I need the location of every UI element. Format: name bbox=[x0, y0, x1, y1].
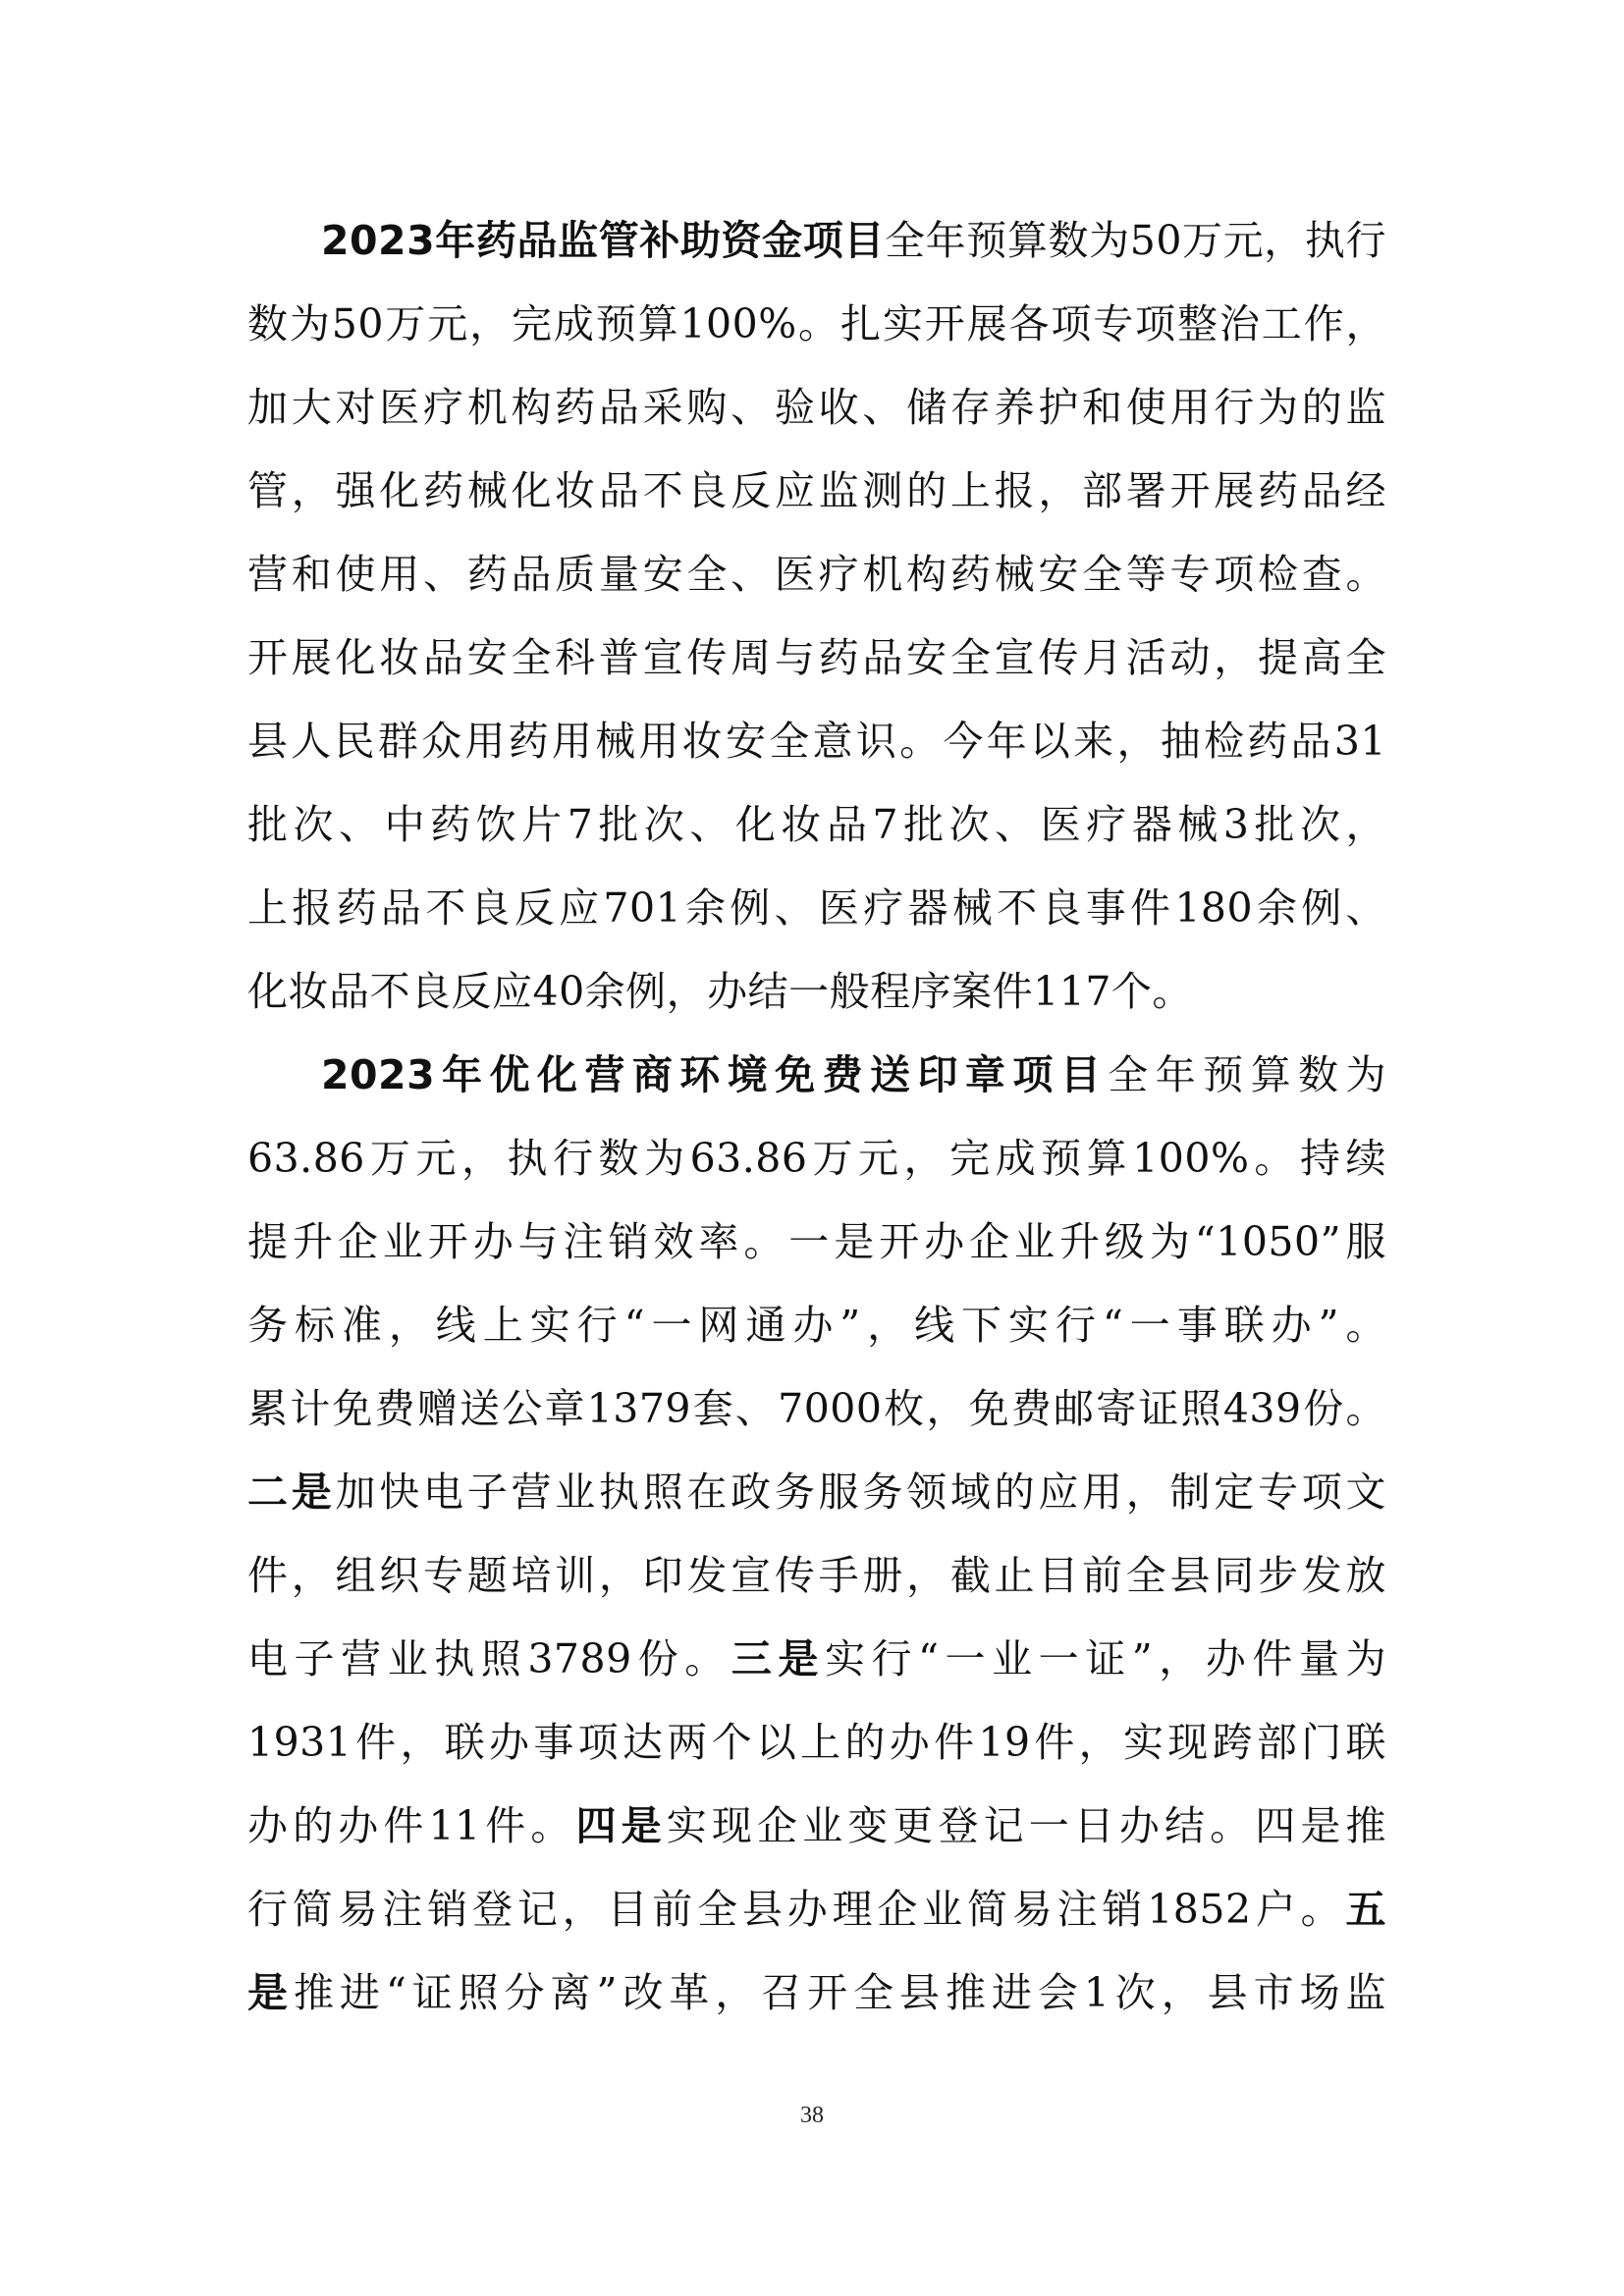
text-line: 电子营业执照3789份。三是实行“一业一证”，办件量为 bbox=[247, 1635, 1386, 1682]
text-line: 2023年优化营商环境免费送印章项目全年预算数为 bbox=[321, 1051, 1386, 1098]
text-line: 化妆品不良反应40余例，办结一般程序案件117个。 bbox=[247, 968, 1193, 1015]
point-marker: 四是 bbox=[575, 1802, 667, 1849]
text-line: 1931件，联办事项达两个以上的办件19件，实现跨部门联 bbox=[247, 1719, 1386, 1766]
text-line: 开展化妆品安全科普宣传周与药品安全宣传月活动，提高全 bbox=[247, 634, 1386, 681]
text-line: 2023年药品监管补助资金项目全年预算数为50万元，执行 bbox=[321, 217, 1386, 264]
text-line: 数为50万元，完成预算100%。扎实开展各项专项整治工作， bbox=[247, 300, 1386, 347]
text-line: 加大对医疗机构药品采购、验收、储存养护和使用行为的监 bbox=[247, 384, 1386, 431]
text-line: 行简易注销登记，目前全县办理企业简易注销1852户。五 bbox=[247, 1886, 1386, 1933]
text-line: 管，强化药械化妆品不良反应监测的上报，部署开展药品经 bbox=[247, 467, 1386, 514]
point-marker: 是 bbox=[247, 1969, 294, 2016]
point-marker: 二是 bbox=[247, 1468, 336, 1516]
text-line: 上报药品不良反应701余例、医疗器械不良事件180余例、 bbox=[247, 884, 1386, 932]
project-title: 2023年优化营商环境免费送印章项目 bbox=[321, 1051, 1109, 1098]
text-line: 批次、中药饮片7批次、化妆品7批次、医疗器械3批次， bbox=[247, 801, 1386, 848]
text-line: 务标准，线上实行“一网通办”，线下实行“一事联办”。 bbox=[247, 1302, 1386, 1349]
text-line: 办的办件11件。四是实现企业变更登记一日办结。四是推 bbox=[247, 1802, 1386, 1849]
text-line: 二是加快电子营业执照在政务服务领域的应用，制定专项文 bbox=[247, 1468, 1386, 1516]
point-marker: 三是 bbox=[731, 1635, 825, 1682]
project-title: 2023年药品监管补助资金项目 bbox=[321, 217, 886, 264]
point-marker: 五 bbox=[1345, 1886, 1386, 1933]
text-line: 县人民群众用药用械用妆安全意识。今年以来，抽检药品31 bbox=[247, 718, 1386, 765]
text-line: 累计免费赠送公章1379套、7000枚，免费邮寄证照439份。 bbox=[247, 1385, 1386, 1432]
page-number: 38 bbox=[800, 2103, 824, 2128]
text-line: 是推进“证照分离”改革，召开全县推进会1次，县市场监 bbox=[247, 1969, 1386, 2016]
text-line: 营和使用、药品质量安全、医疗机构药械安全等专项检查。 bbox=[247, 551, 1386, 598]
text-line: 提升企业开办与注销效率。一是开办企业升级为“1050”服 bbox=[247, 1218, 1386, 1265]
text-line: 件，组织专题培训，印发宣传手册，截止目前全县同步发放 bbox=[247, 1552, 1386, 1599]
text-line: 63.86万元，执行数为63.86万元，完成预算100%。持续 bbox=[247, 1135, 1386, 1182]
